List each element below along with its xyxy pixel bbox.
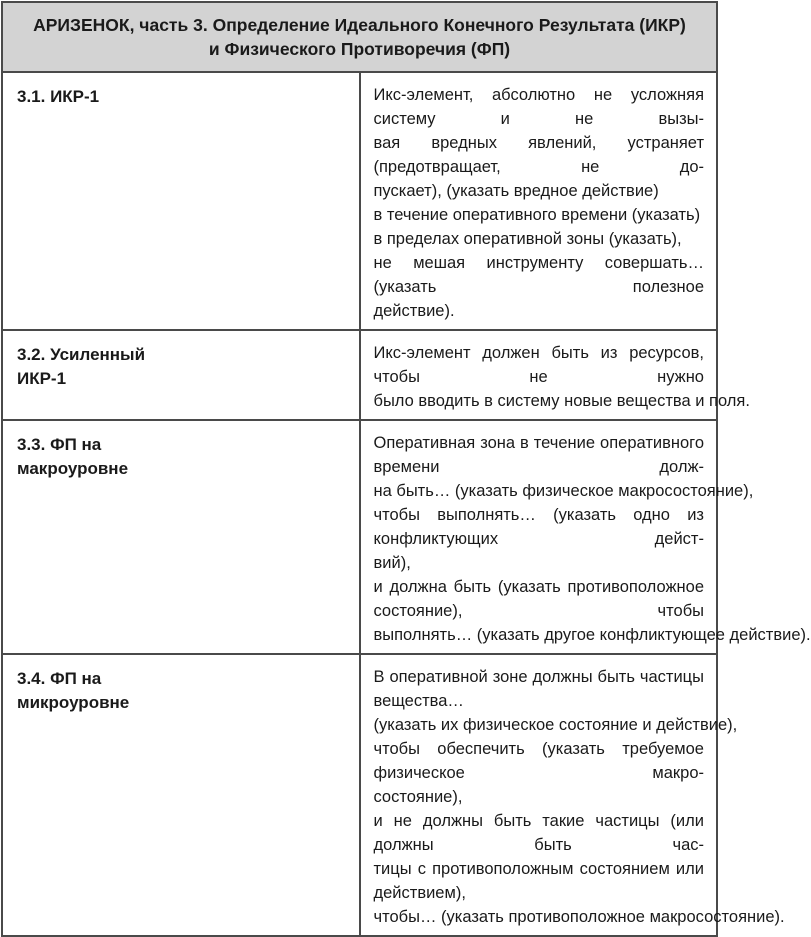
row-label-line: 3.3. ФП на — [17, 435, 102, 454]
content-line: Оперативная зона в течение оперативного времени долж- — [373, 434, 704, 476]
content-line: вая вредных явлений, устраняет (предотвращает, не до- — [373, 134, 704, 176]
content-line: В оперативной зоне должны быть частицы вещества… — [373, 668, 704, 710]
content-line: (указать их физическое состояние и действие), — [373, 716, 738, 734]
content-line: чтобы обеспечить (указать требуемое физическое макро- — [373, 740, 704, 782]
table-title — [2, 2, 717, 72]
row-content — [360, 654, 785, 936]
content-line: чтобы… (указать противоположное макросостояние). — [373, 908, 785, 926]
content-line: Икс-элемент, абсолютно не усложняя систему и не вызы- — [373, 86, 704, 128]
table-title-line-2: и Физического Противоречия (ФП) — [208, 39, 511, 59]
row-content — [360, 72, 718, 330]
table-header-row — [2, 2, 717, 72]
arizenok-table — [1, 1, 811, 937]
content-line: в пределах оперативной зоны (указать), — [373, 230, 682, 248]
row-label — [2, 420, 360, 654]
row-label-line: 3.1. ИКР-1 — [17, 87, 100, 106]
content-line: вий), — [373, 554, 411, 572]
row-content — [360, 330, 750, 420]
content-line: в течение оперативного времени (указать) — [373, 206, 701, 224]
row-label-line: микроуровне — [17, 693, 130, 712]
row-label-line: 3.4. ФП на — [17, 669, 102, 688]
row-content — [360, 420, 811, 654]
row-label-line: макроуровне — [17, 459, 129, 478]
table-row — [2, 420, 717, 654]
content-line: не мешая инструменту совершать… (указать полезное — [373, 254, 704, 296]
row-label — [2, 72, 360, 330]
row-label-line: 3.2. Усиленный — [17, 345, 146, 364]
content-line: действие). — [373, 302, 455, 320]
row-label — [2, 330, 360, 420]
table-row — [2, 72, 717, 330]
content-line: пускает), (указать вредное действие) — [373, 182, 659, 200]
content-line: выполнять… (указать другое конфликтующее действие). — [373, 626, 811, 644]
content-line: тицы с противоположным состоянием или действием), — [373, 860, 704, 902]
content-line: на быть… (указать физическое макросостояние), — [373, 482, 754, 500]
table-row — [2, 330, 717, 420]
content-line: чтобы выполнять… (указать одно из конфликтующих дейст- — [373, 506, 704, 548]
content-line: состояние), — [373, 788, 463, 806]
content-line: Икс-элемент должен быть из ресурсов, чтобы не нужно — [373, 344, 704, 386]
content-line: было вводить в систему новые вещества и поля. — [373, 392, 750, 410]
row-label — [2, 654, 360, 936]
row-label-line: ИКР-1 — [17, 369, 67, 388]
content-line: и не должны быть такие частицы (или должны быть час- — [373, 812, 704, 854]
content-line: и должна быть (указать противоположное состояние), чтобы — [373, 578, 704, 620]
table-title-line-1: АРИЗЕНОК, часть 3. Определение Идеального Конечного Результата (ИКР) — [33, 15, 686, 35]
table-row — [2, 654, 717, 936]
